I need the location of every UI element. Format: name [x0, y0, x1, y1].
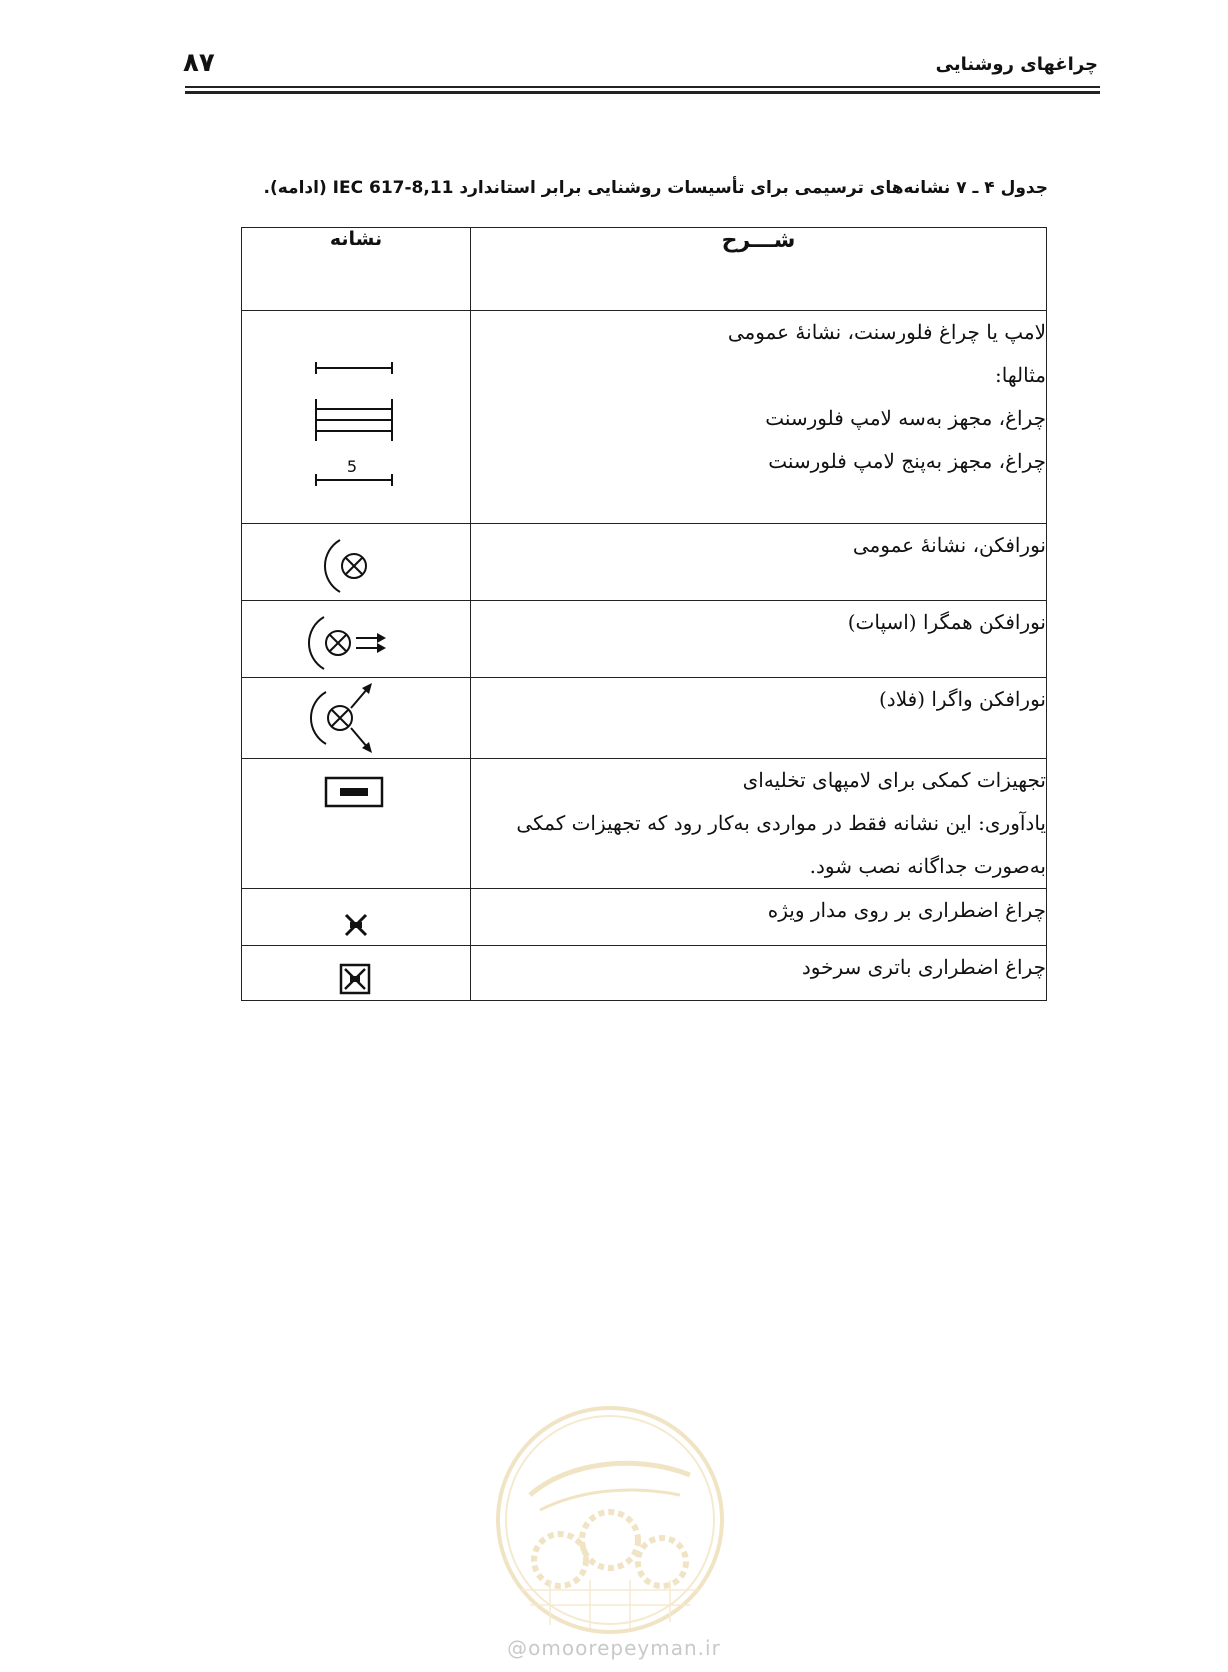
- row-description: [471, 889, 1047, 946]
- description-line: چراغ اضطراری بر روی مدار ویژه: [767, 898, 1046, 922]
- floodlight-icon: [316, 530, 396, 600]
- description-header: شـــرح: [471, 228, 1047, 311]
- row-description: [471, 311, 1047, 524]
- description-line: لامپ یا چراغ فلورسنت، نشانهٔ عمومی: [727, 320, 1046, 344]
- fluorescent-lamp-icon: [306, 333, 406, 523]
- description-line: تجهیزات کمکی برای لامپهای تخلیه‌ای: [742, 768, 1046, 792]
- description-line: نورافکن واگرا (فلاد): [879, 687, 1046, 711]
- description-line: چراغ، مجهز به‌سه لامپ فلورسنت: [765, 406, 1046, 430]
- table-row: [242, 889, 1047, 946]
- publisher-logo-watermark: [490, 1400, 730, 1640]
- self-contained-emergency-lamp-icon: [336, 960, 376, 1000]
- description-line: مثالها:: [995, 363, 1046, 387]
- running-head: چراغهای روشنایی: [935, 54, 1098, 75]
- row-symbol: [242, 311, 471, 524]
- row-symbol: [242, 946, 471, 1001]
- header-rule-thin: [185, 86, 1100, 88]
- lamp-count-label: 5: [346, 457, 358, 476]
- row-description: [471, 759, 1047, 889]
- row-symbol: [242, 759, 471, 889]
- row-symbol: [242, 678, 471, 759]
- description-line: چراغ اضطراری باتری سرخود: [801, 955, 1046, 979]
- table-header-row: [242, 228, 1047, 311]
- table-row: [242, 524, 1047, 601]
- table-caption: جدول ۴ ـ ۷ نشانه‌های ترسیمی برای تأسیسات روشنایی برابر استاندارد IEC 617-8,11 (ادامه).: [263, 178, 1048, 198]
- watermark-text: @omoorepeyman.ir: [507, 1636, 721, 1660]
- symbol-header: نشانه: [242, 228, 471, 311]
- row-symbol: [242, 889, 471, 946]
- symbols-table: [241, 227, 1047, 1001]
- description-line: یادآوری: این نشانه فقط در مواردی به‌کار رود که تجهیزات کمکی: [516, 811, 1046, 835]
- description-line: به‌صورت جداگانه نصب شود.: [809, 854, 1046, 878]
- row-description: [471, 678, 1047, 759]
- table-row: [242, 601, 1047, 678]
- auxiliary-equipment-icon: [321, 773, 391, 817]
- row-description: [471, 946, 1047, 1001]
- row-description: [471, 601, 1047, 678]
- table-row: [242, 759, 1047, 889]
- table-row: [242, 678, 1047, 759]
- description-line: چراغ، مجهز به‌پنج لامپ فلورسنت: [768, 449, 1046, 473]
- flood-divergent-icon: [306, 678, 406, 758]
- row-symbol: [242, 524, 471, 601]
- row-symbol: [242, 601, 471, 678]
- emergency-lamp-icon: [336, 905, 376, 945]
- row-description: [471, 524, 1047, 601]
- table-row: [242, 311, 1047, 524]
- description-line: نورافکن همگرا (اسپات): [847, 610, 1046, 634]
- description-line: نورافکن، نشانهٔ عمومی: [852, 533, 1046, 557]
- header-rule-thick: [185, 91, 1100, 94]
- page-number: ۸۷: [183, 48, 215, 78]
- table-row: [242, 946, 1047, 1001]
- spotlight-icon: [306, 607, 406, 677]
